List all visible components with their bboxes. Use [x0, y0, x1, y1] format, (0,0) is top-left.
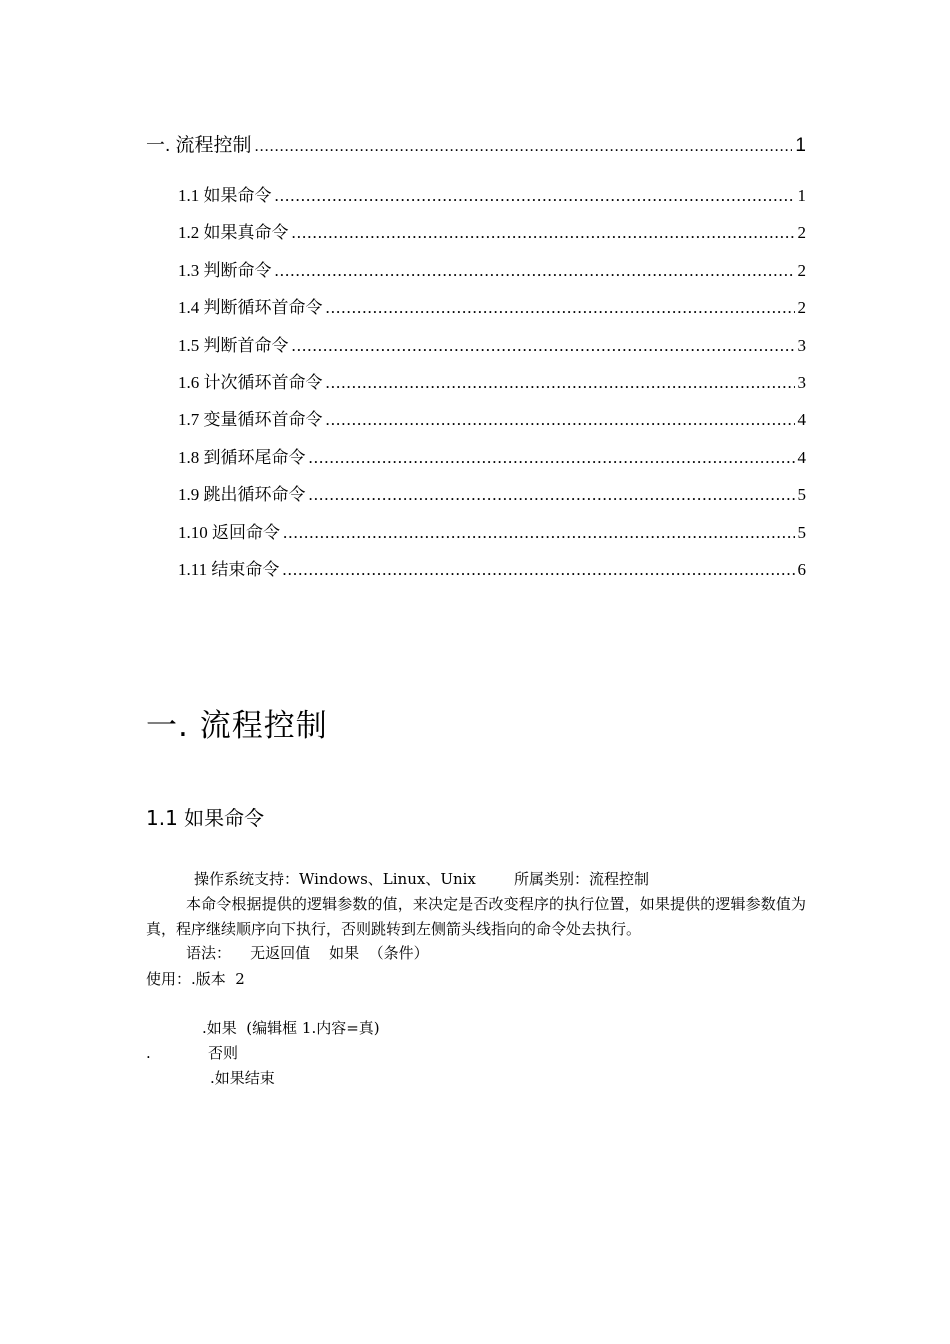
toc-heading-row[interactable] [146, 130, 806, 168]
toc-entry[interactable] [178, 443, 806, 480]
toc-entry-page: 6 [797, 559, 806, 579]
toc-entry-list [146, 181, 806, 592]
toc-heading-page: 1 [795, 135, 806, 156]
toc-entry[interactable] [178, 256, 806, 293]
code-line-marker: . [146, 1044, 151, 1062]
syntax-line: 语法： 无返回值 如果 （条件） [186, 944, 429, 962]
toc-entry-page: 5 [797, 522, 806, 542]
toc-entry-title: 1.3 判断命令 [178, 260, 272, 280]
toc-entry-title: 1.7 变量循环首命令 [178, 410, 323, 430]
toc-entry[interactable] [178, 405, 806, 442]
description-paragraph: 本命令根据提供的逻辑参数的值，来决定是否改变程序的执行位置，如果提供的逻辑参数值为真，程序继续顺序向下执行，否则跳转到左侧箭头线指向的命令处去执行。 [146, 895, 806, 938]
toc-entry-title: 1.8 到循环尾命令 [178, 447, 306, 467]
code-line-if: .如果 (编辑框 1.内容=真) [202, 1019, 380, 1037]
toc-entry-page: 2 [797, 260, 806, 280]
toc-leader-dots [309, 485, 795, 505]
toc-leader-dots [326, 410, 795, 430]
toc-entry[interactable] [178, 331, 806, 368]
toc-leader-dots [275, 186, 795, 206]
toc-entry-page: 3 [797, 335, 806, 355]
toc-entry-title: 1.2 如果真命令 [178, 223, 289, 243]
toc-entry[interactable] [178, 480, 806, 517]
subsection-heading: 1.1 如果命令 [146, 806, 265, 830]
toc-entry-page: 1 [797, 186, 806, 205]
toc-entry-title: 1.10 返回命令 [178, 522, 280, 542]
toc-leader-dots [292, 223, 795, 243]
section-heading: 一. 流程控制 [146, 708, 328, 744]
toc-leader-dots [282, 560, 794, 580]
toc-entry[interactable] [178, 555, 806, 592]
toc-entry-page: 4 [797, 410, 806, 430]
toc-entry-page: 5 [797, 485, 806, 505]
toc-entry[interactable] [178, 368, 806, 405]
code-line-endif: .如果结束 [210, 1069, 275, 1087]
toc-entry-title: 1.4 判断循环首命令 [178, 298, 323, 318]
toc-entry[interactable] [178, 518, 806, 555]
toc-leader-dots [309, 448, 795, 468]
toc-entry[interactable] [178, 181, 806, 218]
toc-leader-dots [292, 336, 795, 356]
table-of-contents [146, 130, 806, 592]
toc-leader-dots [255, 138, 793, 156]
toc-entry-title: 1.9 跳出循环命令 [178, 485, 306, 505]
toc-heading-title: 一. 流程控制 [146, 135, 252, 156]
toc-leader-dots [283, 523, 795, 543]
toc-leader-dots [326, 373, 795, 393]
toc-entry-page: 2 [797, 298, 806, 318]
os-support-line: 操作系统支持：Windows、Linux、Unix 所属类别：流程控制 [194, 870, 650, 888]
toc-entry[interactable] [178, 293, 806, 330]
toc-leader-dots [326, 298, 795, 318]
usage-line: 使用：.版本 2 [146, 970, 245, 988]
toc-entry-title: 1.5 判断首命令 [178, 335, 289, 355]
toc-entry-title: 1.6 计次循环首命令 [178, 372, 323, 392]
code-line-else: 否则 [208, 1044, 239, 1062]
toc-entry[interactable] [178, 218, 806, 255]
toc-entry-page: 2 [797, 223, 806, 243]
toc-entry-title: 1.11 结束命令 [178, 559, 280, 579]
toc-entry-page: 4 [797, 447, 806, 467]
toc-entry-page: 3 [797, 372, 806, 392]
toc-entry-title: 1.1 如果命令 [178, 186, 272, 205]
toc-leader-dots [275, 261, 795, 281]
